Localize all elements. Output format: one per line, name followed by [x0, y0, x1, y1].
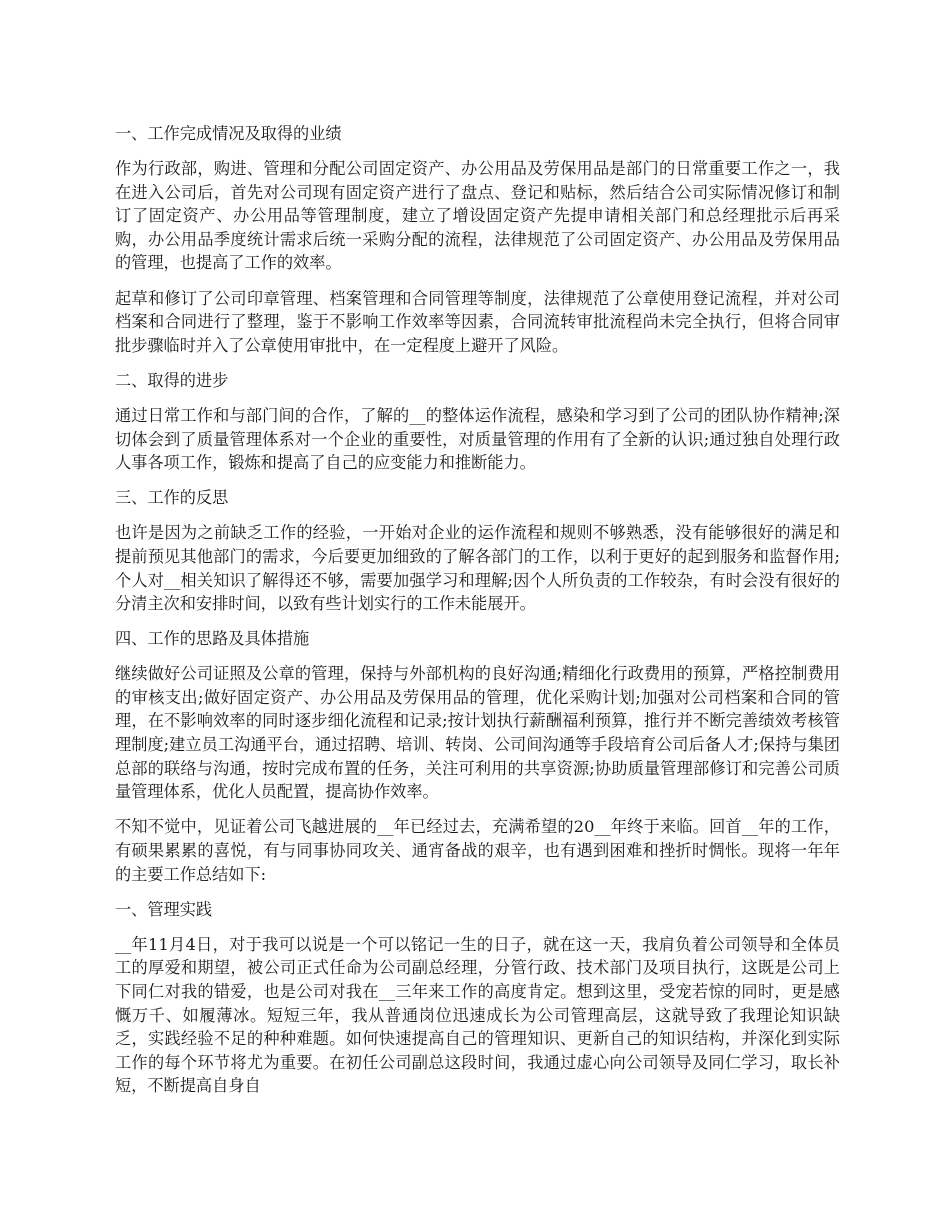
- paragraph: __年11月4日，对于我可以说是一个可以铭记一生的日子，就在这一天，我肩负着公司领导和全体员工的厚爱和期望，被公司正式任命为公司副总经理，分管行政、技术部门及项目执行，这既是公司上下同仁对我的错爱，也是公司对我在__三年来工作的高度肯定。想到这里，受宠若惊的同时，更是感慨万千、如履薄冰。短短三年，我从普通岗位迅速成长为公司管理高层，这就导致了我理论知识缺乏，实践经验不足的种种难题。如何快速提高自己的管理知识、更新自己的知识结构，并深化到实际工作的每个环节将尤为重要。在初任公司副总这段时间，我通过虚心向公司领导及同仁学习，取长补短，不断提高自身自: [115, 934, 840, 1096]
- section-heading: 四、工作的思路及具体措施: [115, 629, 310, 649]
- section-heading: 三、工作的反思: [115, 488, 229, 508]
- section-heading: 二、取得的进步: [115, 370, 229, 390]
- paragraph: 也许是因为之前缺乏工作的经验，一开始对企业的运作流程和规则不够熟悉，没有能够很好的满足和提前预见其他部门的需求，今后要更加细致的了解各部门的工作，以利于更好的起到服务和监督作用;个人对__相关知识了解得还不够，需要加强学习和理解;因个人所负责的工作较杂，有时会没有很好的分清主次和安排时间，以致有些计划实行的工作未能展开。: [115, 523, 840, 614]
- paragraph: 作为行政部，购进、管理和分配公司固定资产、办公用品及劳保用品是部门的日常重要工作之一，我在进入公司后，首先对公司现有固定资产进行了盘点、登记和贴标，然后结合公司实际情况修订和制订了固定资产、办公用品等管理制度，建立了增设固定资产先提申请相关部门和总经理批示后再采购，办公用品季度统计需求后统一采购分配的流程，法律规范了公司固定资产、办公用品及劳保用品的管理，也提高了工作的效率。: [115, 159, 840, 273]
- paragraph: 继续做好公司证照及公章的管理，保持与外部机构的良好沟通;精细化行政费用的预算，严格控制费用的审核支出;做好固定资产、办公用品及劳保用品的管理，优化采购计划;加强对公司档案和合同的管理，在不影响效率的同时逐步细化流程和记录;按计划执行薪酬福利预算，推行并不断完善绩效考核管理制度;建立员工沟通平台，通过招聘、培训、转岗、公司间沟通等手段培育公司后备人才;保持与集团总部的联络与沟通，按时完成布置的任务，关注可利用的共享资源;协助质量管理部修订和完善公司质量管理体系，优化人员配置，提高协作效率。: [115, 664, 840, 802]
- paragraph: 通过日常工作和与部门间的合作，了解的__的整体运作流程，感染和学习到了公司的团队协作精神;深切体会到了质量管理体系对一个企业的重要性，对质量管理的作用有了全新的认识;通过独自处理行政人事各项工作，锻炼和提高了自己的应变能力和推断能力。: [115, 405, 840, 473]
- section-heading: 一、管理实践: [115, 899, 213, 919]
- paragraph: 起草和修订了公司印章管理、档案管理和合同管理等制度，法律规范了公章使用登记流程，并对公司档案和合同进行了整理，鉴于不影响工作效率等因素，合同流转审批流程尚未完全执行，但将合同审批步骤临时并入了公章使用审批中，在一定程度上避开了风险。: [115, 288, 840, 355]
- paragraph: 不知不觉中，见证着公司飞越进展的__年已经过去，充满希望的20__年终于来临。回首__年的工作，有硕果累累的喜悦，有与同事协同攻关、通宵备战的艰辛，也有遇到困难和挫折时惆怅。现将一年年的主要工作总结如下:: [115, 817, 840, 884]
- document-body: [115, 122, 840, 1109]
- section-heading: 一、工作完成情况及取得的业绩: [115, 124, 342, 143]
